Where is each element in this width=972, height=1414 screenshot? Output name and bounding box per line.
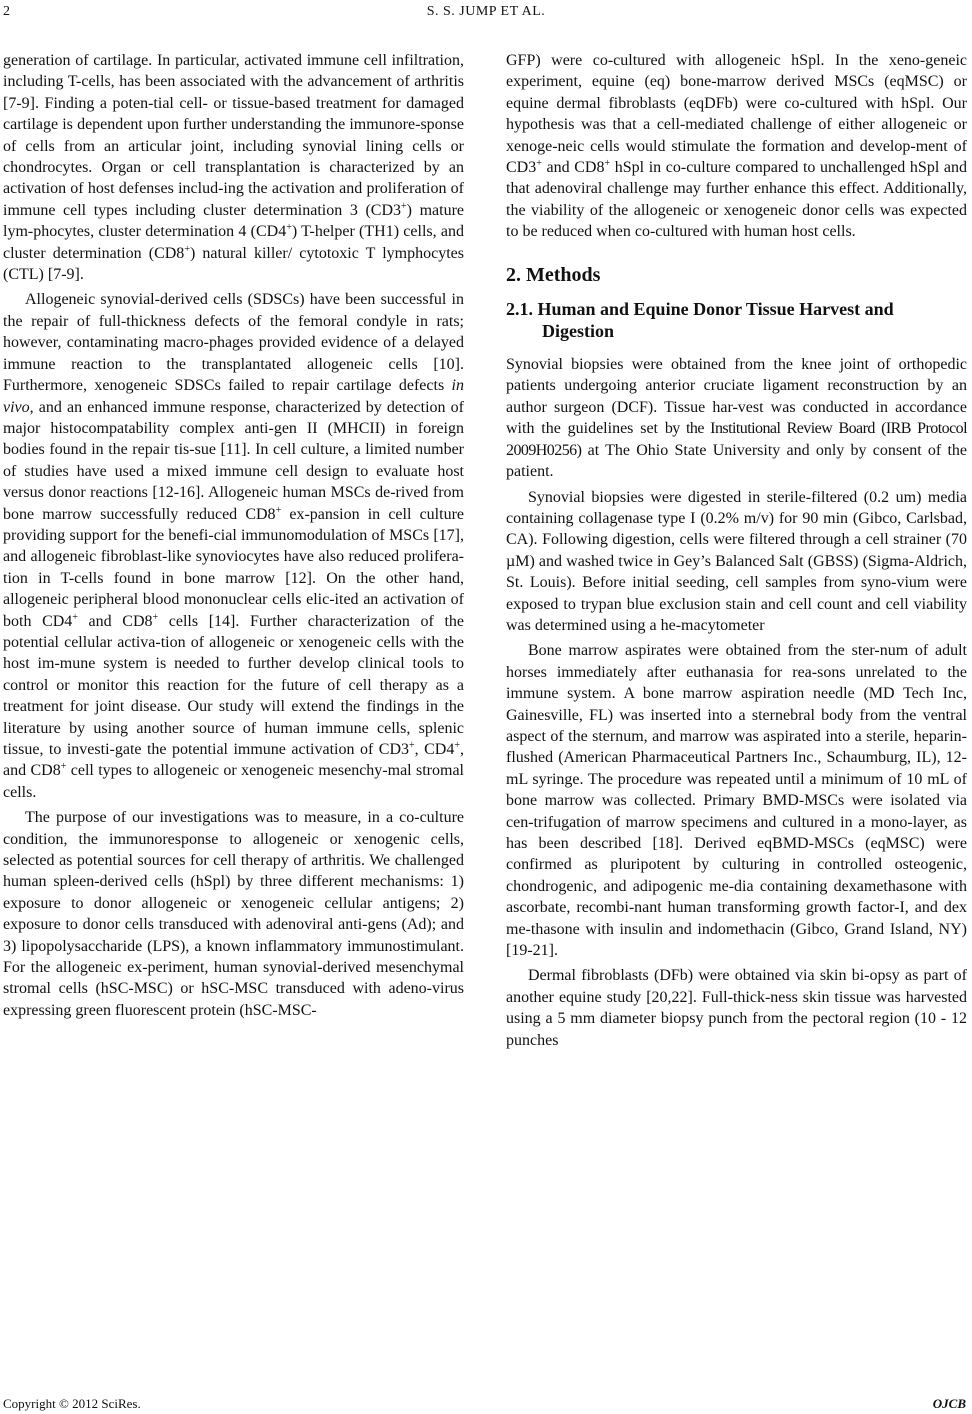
- right-column: [506, 50, 967, 1055]
- page-number: 2: [3, 4, 10, 19]
- running-title: S. S. JUMP ET AL.: [426, 4, 546, 19]
- journal-abbreviation: OJCB: [932, 1396, 966, 1411]
- paragraph: GFP) were co-cultured with allogeneic hSpl. In the xeno-geneic experiment, equine (eq) bone-marrow derived MSCs (eqMSC) or equine dermal fibroblasts (eqDFb) were co-cultured with hSpl. Our hypothesis was that a cell-mediated challenge of either allogeneic or xenoge-neic cells would stimulate the formation and develop-ment of CD3+ and CD8+ hSpl in co-culture compared to unchallenged hSpl and that adenoviral challenge may further enhance this effect. Additionally, the viability of the allogeneic or xenogeneic donor cells was expected to be reduced when co-cultured with human host cells.: [506, 52, 967, 241]
- paragraph: Synovial biopsies were obtained from the knee joint of orthopedic patients undergoing anterior cruciate ligament reconstruction by an author surgeon (DCF). Tissue har-vest was conducted in accordance with the guidelines set by the Institutional Review Board (IRB Protocol 2009H0256) at The Ohio State University and only by consent of the patient.: [506, 356, 967, 481]
- section-heading: 2. Methods: [506, 263, 601, 286]
- paragraph: Allogeneic synovial-derived cells (SDSCs) have been successful in the repair of full-thickness defects of the femoral condyle in rats; however, contaminating macro-phages provided evidence of a delayed immune reaction to the transplantated allogeneic cells [10]. Furthermore, xenogeneic SDSCs failed to repair cartilage defects in vivo, and an enhanced immune response, characterized by detection of major histocompatability complex anti-gen II (MHCII) in foreign bodies found in the repair tis-sue [11]. In cell culture, a limited number of studies have used a mixed immune cell design to evaluate host versus donor reactions [12-16]. Allogeneic human MSCs de-rived from bone marrow successfully reduced CD8+ ex-pansion in cell culture providing support for the benefi-cial immunomodulation of MSCs [17], and allogeneic fibroblast-like synoviocytes have also reduced prolifera-tion in T-cells found in bone marrow [12]. On the other hand, allogeneic peripheral blood mononuclear cells elic-ited an activation of both CD4+ and CD8+ cells [14]. Further characterization of the potential cellular activa-tion of allogeneic or xenogeneic cells with the host im-mune system is needed to further develop clinical tools to control or monitor this reaction for the future of cell therapy as a treatment for joint disease. Our study will extend the findings in the literature by using another source of human immune cells, splenic tissue, to investi-gate the potential immune activation of CD3+, CD4+, and CD8+ cell types to allogeneic or xenogeneic mesenchy-mal stromal cells.: [3, 291, 465, 801]
- copyright-notice: Copyright © 2012 SciRes.: [3, 1396, 141, 1411]
- page-header: [0, 4, 972, 24]
- paragraph: Bone marrow aspirates were obtained from the ster-num of adult horses immediately after euthanasia for rea-sons unrelated to the immune system. A bone marrow aspiration needle (MD Tech Inc, Gainesville, FL) was inserted into a sternebral body from the ventral aspect of the sternum, and marrow was aspirated into a sterile, heparin-flushed (American Pharmaceutical Partners Inc., Schaumburg, IL), 12-mL syringe. The procedure was repeated until a minimum of 10 mL of bone marrow was collected. Primary BMD-MSCs were isolated via cen-trifugation of marrow specimens and cultured in a mono-layer, as has been described [18]. Derived eqBMD-MSCs (eqMSC) were confirmed as pluripotent by culturing in controlled osteogenic, chondrogenic, and adipogenic me-dia containing dexamethasone with ascorbate, recombi-nant human transforming growth factor-I, and dex me-thasone with insulin and indomethacin (Gibco, Grand Island, NY) [19-21].: [506, 642, 967, 960]
- paragraph: generation of cartilage. In particular, activated immune cell infiltration, including T-cells, has been associated with the advancement of arthritis [7-9]. Finding a poten-tial cell- or tissue-based treatment for damaged cartilage is dependent upon further understanding the immunore-sponse of cells from an articular joint, including synovial lining cells or chondrocytes. Organ or cell transplantation is characterized by an activation of host defenses includ-ing the activation and proliferation of immune cell types including cluster determination 3 (CD3+) mature lym-phocytes, cluster determination 4 (CD4+) T-helper (TH1) cells, and cluster determination (CD8+) natural killer/ cytotoxic T lymphocytes (CTL) [7-9].: [3, 52, 465, 284]
- paragraph: Synovial biopsies were digested in sterile-filtered (0.2 um) media containing collagenase type I (0.2% m/v) for 90 min (Gibco, Carlsbad, CA). Following digestion, cells were filtered through a cell strainer (70 µM) and washed twice in Gey’s Balanced Salt (GBSS) (Sigma-Aldrich, St. Louis). Before initial seeding, cell samples from syno-vium were exposed to trypan blue exclusion stain and cell count and cell viability was determined using a he-macytometer: [506, 488, 967, 634]
- paragraph: Dermal fibroblasts (DFb) were obtained via skin bi-opsy as part of another equine study [20,22]. Full-thick-ness skin tissue was harvested using a 5 mm diameter biopsy punch from the pectoral region (10 - 12 punches: [506, 967, 967, 1049]
- subsection-heading: 2.1. Human and Equine Donor Tissue Harvest and Digestion: [506, 299, 894, 342]
- left-column: [3, 50, 464, 1025]
- paragraph: The purpose of our investigations was to measure, in a co-culture condition, the immunoresponse to allogeneic or xenogenic cells, selected as potential sources for cell therapy of arthritis. We challenged human spleen-derived cells (hSpl) by three different mechanisms: 1) exposure to donor allogeneic or xenogeneic cellular antigens; 2) exposure to donor cells transduced with adenoviral anti-gens (Ad); and 3) lipopolysaccharide (LPS), a known inflammatory immunostimulant. For the allogeneic ex-periment, human synovial-derived mesenchymal stromal cells (hSC-MSC) or hSC-MSC transduced with adeno-virus expressing green fluorescent protein (hSC-MSC-: [3, 809, 464, 1019]
